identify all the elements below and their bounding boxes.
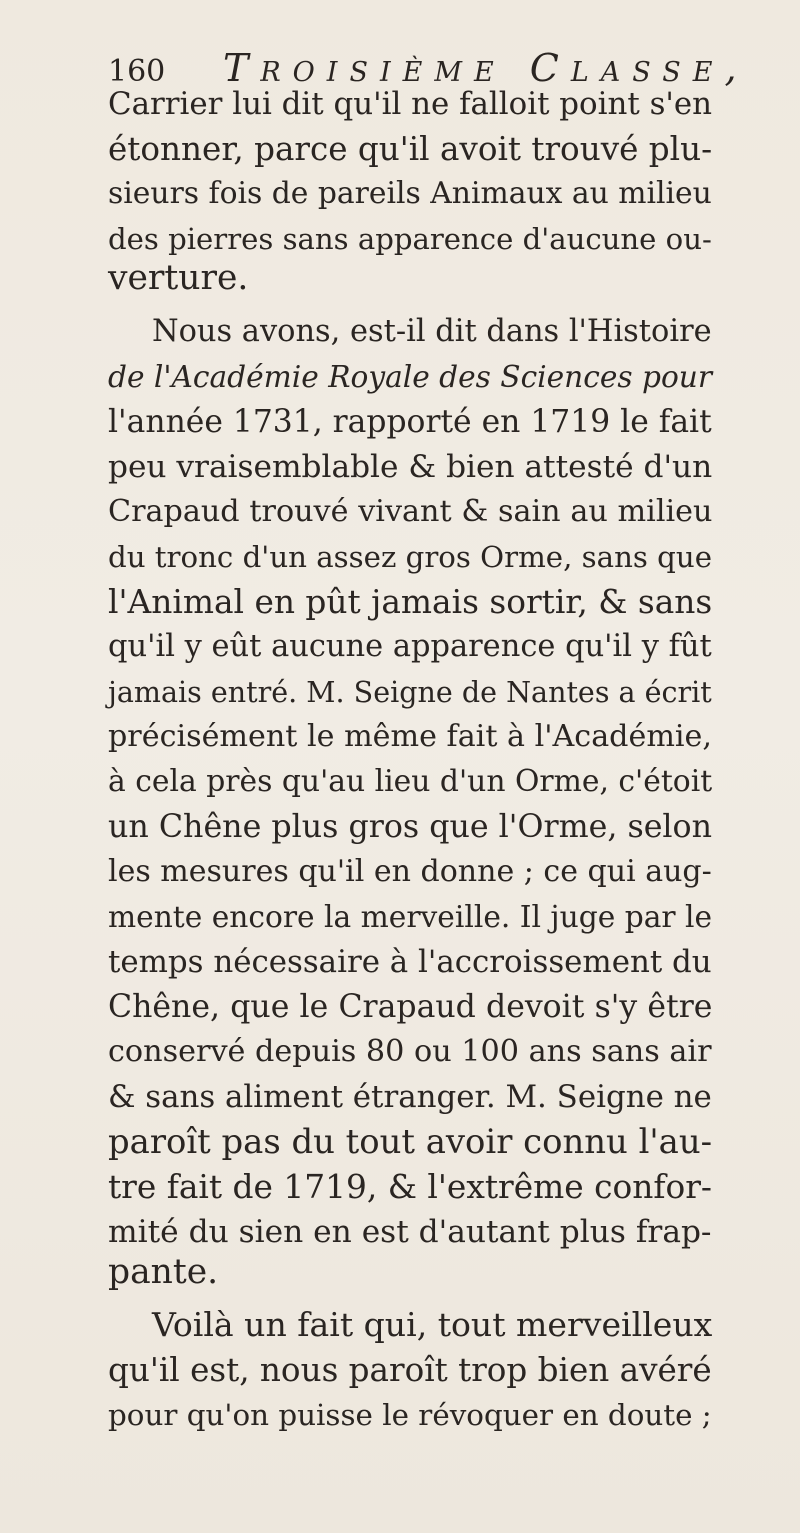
text-line: précisément le même fait à l'Académie, <box>108 719 712 754</box>
text-line: l'Animal en pût jamais sortir, & sans <box>108 583 713 621</box>
running-head: Troisième Classe, <box>223 46 749 90</box>
text-line: paroît pas du tout avoir connu l'au- <box>108 1122 713 1161</box>
text-line: tre fait de 1719, & l'extrême confor- <box>108 1168 713 1206</box>
text-line: à cela près qu'au lieu d'un Orme, c'étoit <box>108 764 713 799</box>
page-number: 160 <box>108 54 166 89</box>
text-line: du tronc d'un assez gros Orme, sans que <box>108 540 712 574</box>
text-line: mente encore la merveille. Il juge par le <box>108 899 713 934</box>
text-line: Carrier lui dit qu'il ne falloit point s'en <box>108 86 713 122</box>
text-line: étonner, parce qu'il avoit trouvé plu- <box>108 130 713 168</box>
text-line: de l'Académie Royale des Sciences pour <box>108 359 713 394</box>
text-line: pour qu'on puisse le révoquer en doute ; <box>108 1398 712 1432</box>
text-line: les mesures qu'il en donne ; ce qui aug- <box>108 854 712 889</box>
text-line: Crapaud trouvé vivant & sain au milieu <box>108 494 713 529</box>
text-line: peu vraisemblable & bien attesté d'un <box>108 449 713 485</box>
text-line: des pierres sans apparence d'aucune ou- <box>108 222 712 256</box>
text-line: qu'il y eût aucune apparence qu'il y fût <box>108 629 712 664</box>
text-line: verture. <box>108 258 249 298</box>
text-line: pante. <box>108 1252 219 1292</box>
text-line: Voilà un fait qui, tout merveilleux <box>152 1305 713 1344</box>
text-line: l'année 1731, rapporté en 1719 le fait <box>108 404 712 440</box>
text-line: qu'il est, nous paroît trop bien avéré <box>108 1351 712 1389</box>
text-line: Nous avons, est-il dit dans l'Histoire <box>152 314 712 349</box>
text-line: Chêne, que le Crapaud devoit s'y être <box>108 989 713 1025</box>
text-line: jamais entré. M. Seigne de Nantes a écrit <box>108 675 712 709</box>
text-line: mité du sien en est d'autant plus frap- <box>108 1214 712 1250</box>
text-line: conservé depuis 80 ou 100 ans sans air <box>108 1034 712 1069</box>
text-line: & sans aliment étranger. M. Seigne ne <box>108 1079 712 1115</box>
text-line: temps nécessaire à l'accroissement du <box>108 944 712 980</box>
text-line: un Chêne plus gros que l'Orme, selon <box>108 809 713 845</box>
text-line: sieurs fois de pareils Animaux au milieu <box>108 176 712 211</box>
